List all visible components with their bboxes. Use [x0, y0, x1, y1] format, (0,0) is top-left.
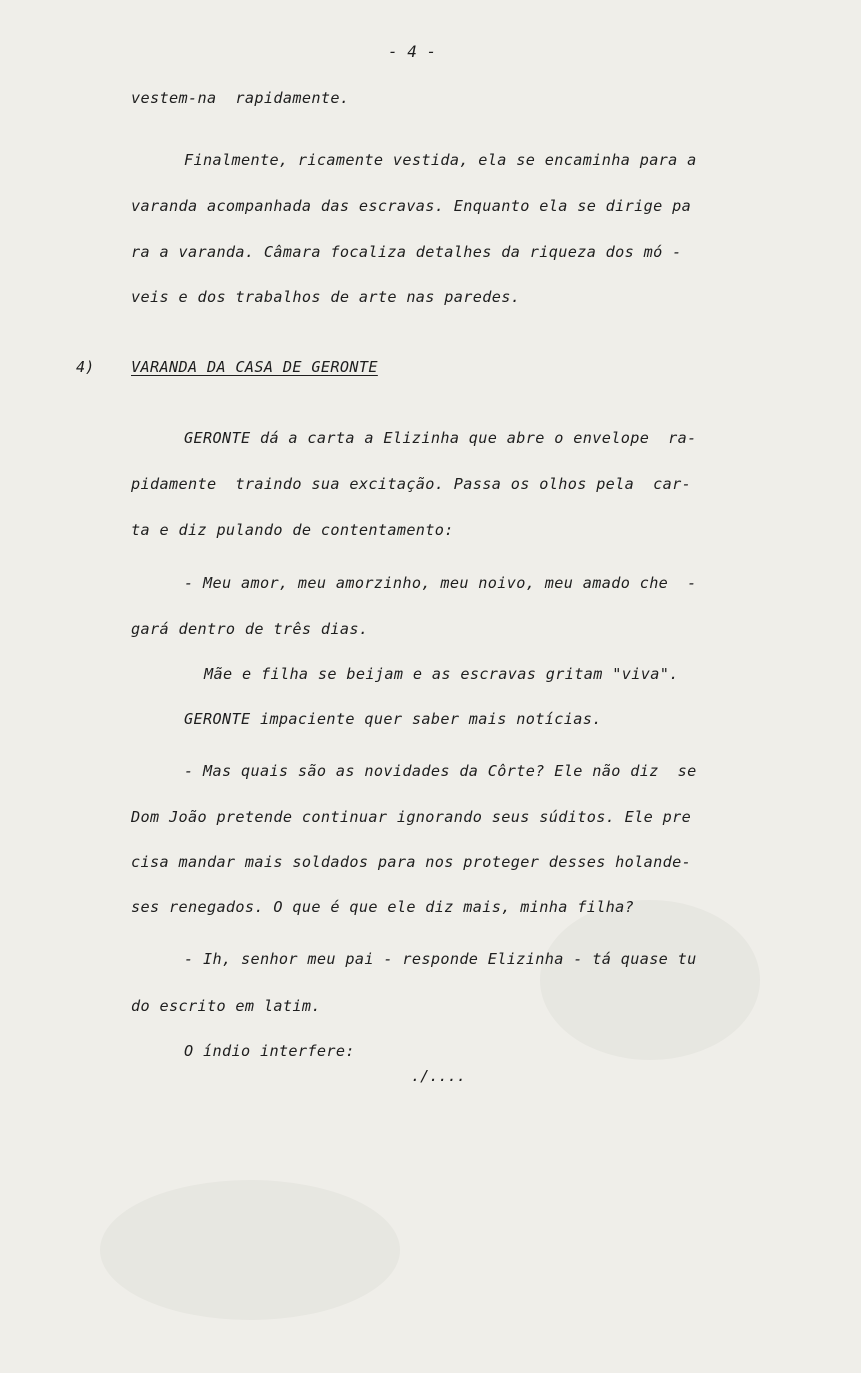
text-line: - Meu amor, meu amorzinho, meu noivo, meu amado che - [184, 574, 697, 592]
paper-stain [540, 900, 760, 1060]
text-line: - Mas quais são as novidades da Côrte? Ele não diz se [184, 762, 697, 780]
text-line: GERONTE impaciente quer saber mais notícias. [184, 710, 602, 728]
text-line: Finalmente, ricamente vestida, ela se encaminha para a [184, 151, 697, 169]
text-line: pidamente traindo sua excitação. Passa os olhos pela car- [131, 475, 692, 493]
text-line: varanda acompanhada das escravas. Enquanto ela se dirige pa [131, 197, 692, 215]
text-line: O índio interfere: [184, 1042, 355, 1060]
text-line: Mãe e filha se beijam e as escravas gritam "viva". [204, 665, 679, 683]
text-line: Dom João pretende continuar ignorando seus súditos. Ele pre [131, 808, 692, 826]
section-number: 4) [76, 358, 95, 376]
text-line: vestem-na rapidamente. [131, 89, 350, 107]
section-heading: VARANDA DA CASA DE GERONTE [131, 358, 378, 376]
text-line: gará dentro de três dias. [131, 620, 369, 638]
text-line: cisa mandar mais soldados para nos proteger desses holande- [131, 853, 692, 871]
text-line: veis e dos trabalhos de arte nas paredes. [131, 288, 521, 306]
text-line: do escrito em latim. [131, 997, 321, 1015]
text-line: ta e diz pulando de contentamento: [131, 521, 454, 539]
text-line: GERONTE dá a carta a Elizinha que abre o envelope ra- [184, 429, 697, 447]
text-line: ses renegados. O que é que ele diz mais, minha filha? [131, 898, 635, 916]
text-line: - Ih, senhor meu pai - responde Elizinha - tá quase tu [184, 950, 697, 968]
text-line: ra a varanda. Câmara focaliza detalhes da riqueza dos mó - [131, 243, 682, 261]
page-number: - 4 - [388, 42, 437, 61]
paper-stain [100, 1180, 400, 1320]
continuation-mark: ./.... [411, 1067, 466, 1085]
